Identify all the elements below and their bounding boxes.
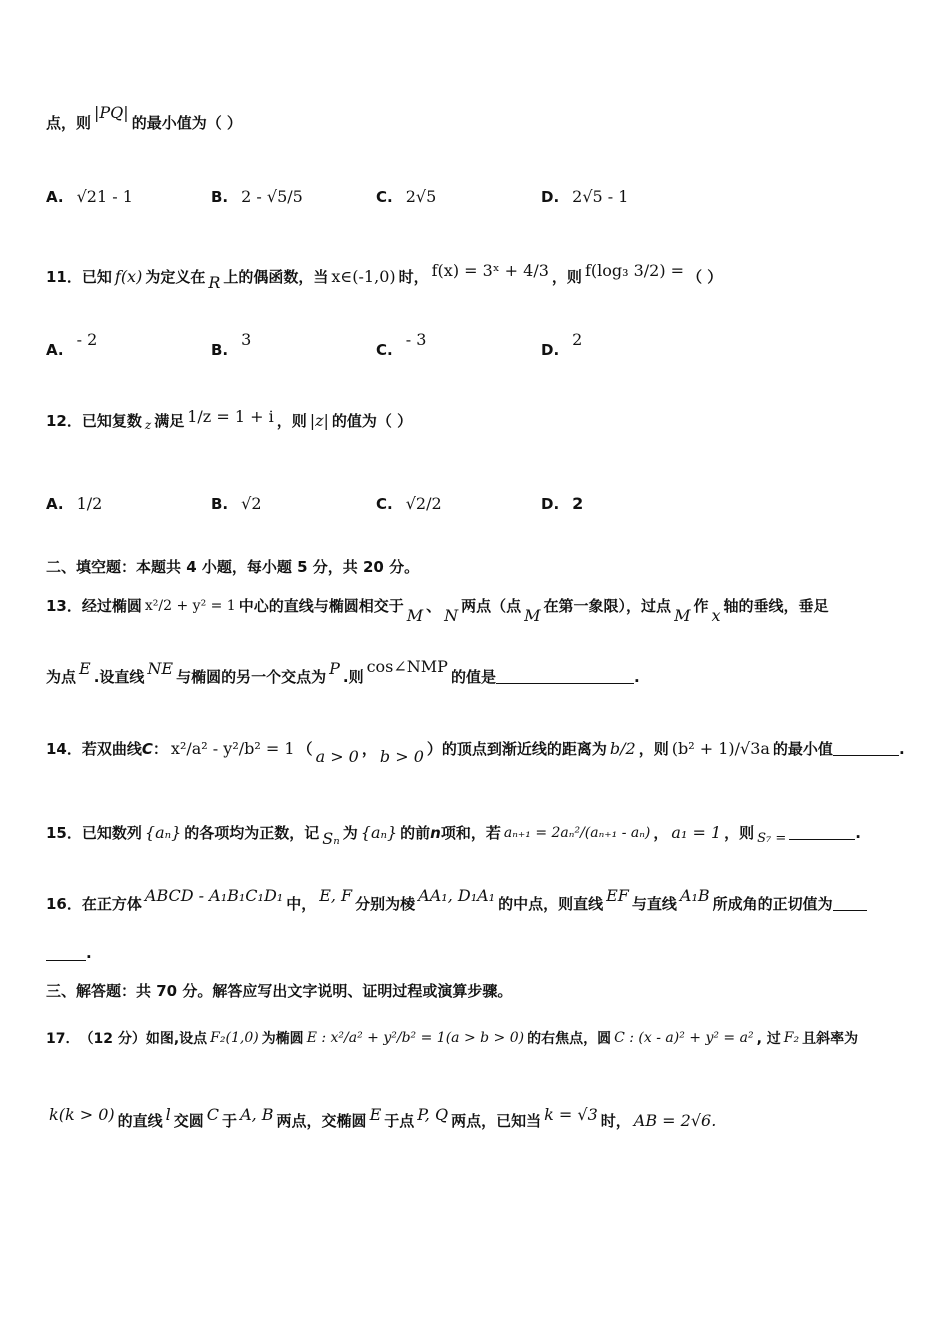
math-recurrence: aₙ₊₁ = 2aₙ²/(aₙ₊₁ - aₙ) [503,824,651,841]
q10-choices [46,165,906,215]
stem-text: ，则 [276,412,307,430]
q12-choices [46,494,906,524]
question-number: 13． [46,597,82,615]
stem-text: 两点，交椭圆 [276,1112,367,1130]
math-m: M [524,606,541,625]
stem-text: . [86,944,92,962]
stem-text: 所成角的正切值为 [712,895,833,913]
choice-value: 2√5 [405,187,437,206]
stem-text: 时， [398,268,429,286]
stem-text: 若双曲线 [81,740,142,758]
math-a-pos: a > 0 [315,747,359,766]
section-3-heading [46,980,906,1001]
stem-text: ： [152,740,168,758]
stem-text: 的各项均为正数，记 [184,824,320,842]
stem-text: 已知 [81,268,112,286]
stem-text: .则 [342,668,364,686]
stem-text: .设直线 [93,668,145,686]
math-condition: x∈(-1,0) [331,267,396,286]
choice-label: B. [211,187,229,206]
math-e: E [79,659,91,678]
math-cube: ABCD - A₁B₁C₁D₁ [144,886,284,905]
math-k-pos: k(k > 0) [49,1105,115,1124]
math-sequence: {aₙ} [144,823,182,842]
stem-text: 时， [600,1112,631,1130]
stem-text: . [855,823,861,842]
q17-stem-line1 [46,1028,906,1048]
math-ab-value: AB = 2√6. [633,1111,717,1130]
stem-text: 为定义在 [145,268,206,286]
math-c: C [141,739,153,758]
stem-text: 且斜率为 [802,1031,859,1047]
math-p: P [329,659,340,678]
q11-choice-d[interactable] [541,330,585,359]
math-n: n [430,823,441,842]
stem-text: 为点 [46,668,77,686]
stem-text: ，则 [724,824,755,842]
math-s7: S₇ = [757,831,787,846]
stem-text: . [633,667,640,686]
stem-text: 、 [426,597,442,615]
math-cos-nmp: cos∠NMP [366,657,448,676]
choice-label: B. [211,340,229,359]
stem-text: 的右焦点，圆 [527,1031,612,1047]
math-k-value: k = √3 [544,1105,598,1124]
stem-text: （ [297,740,313,758]
choice-label: D. [541,187,560,206]
stem-text: 的值是 [450,668,496,686]
choice-value: - 2 [76,330,98,349]
q10-choice-c[interactable] [376,187,439,206]
q13-stem-line2 [46,657,906,687]
math-distance: b/2 [609,739,636,758]
stem-text: 中， [286,895,317,913]
math-r: R [208,273,221,292]
choice-value: √2/2 [405,494,442,513]
stem-text: ， [653,824,669,842]
math-circle-c: C : (x - a)² + y² = a² [614,1030,754,1046]
q12-stem [46,407,906,432]
question-number: 16． [46,895,82,913]
choice-label: C. [376,187,393,206]
stem-text: ）的顶点到渐近线的距离为 [426,740,607,758]
stem-text: 于点 [384,1112,415,1130]
math-f2-point: F₂(1,0) [210,1030,259,1046]
choice-label: D. [541,494,560,513]
q17-stem-line2 [46,1105,906,1131]
stem-text: 轴的垂线，垂足 [723,597,829,615]
stem-text: 为椭圆 [261,1031,304,1047]
math-sn: Sₙ [322,829,340,848]
math-z: z [144,417,152,432]
q11-choice-c[interactable] [376,330,429,359]
math-l: l [165,1105,171,1124]
question-number: 17． [46,1031,80,1047]
stem-text: 两点（点 [461,597,522,615]
section-title: 三、解答题：共 70 分。解答应写出文字说明、证明过程或演算步骤。 [46,982,513,1000]
math-abs-z: |z| [309,411,329,430]
math-pq-points: P, Q [417,1105,449,1124]
q10-tail-text: 点，则 [46,114,92,132]
choice-label: D. [541,340,560,359]
choice-value: √21 - 1 [76,187,133,206]
choice-label: A. [46,187,64,206]
q12-choice-a[interactable] [46,494,105,513]
math-f2: F₂ [783,1030,800,1046]
choice-value: 1/2 [76,494,103,513]
stem-text: 上的偶函数，当 [223,268,329,286]
math-edges: AA₁, D₁A₁ [418,886,496,905]
q10-choice-b[interactable] [211,187,306,206]
math-b-pos: b > 0 [379,747,424,766]
stem-text: 两点，已知当 [451,1112,542,1130]
q14-stem [46,738,906,766]
stem-text: 与椭圆的另一个交点为 [176,668,327,686]
q10-pq-expr: |PQ| [94,103,129,122]
q11-stem [46,261,906,292]
math-ab-points: A, B [240,1105,274,1124]
math-ask: f(log₃ 3/2) = [584,261,685,280]
q16-stem-line1 [46,886,906,914]
stem-text: 已知复数 [81,412,142,430]
stem-text: 的最小值 [772,740,833,758]
answer-blank[interactable] [789,825,855,840]
stem-text: 中心的直线与椭圆相交于 [238,597,404,615]
choice-value: 2√5 - 1 [572,187,629,206]
question-number: 15． [46,824,82,842]
stem-text: 作 [693,597,709,615]
answer-blank[interactable] [833,896,867,911]
score-text: （12 分） [79,1031,146,1047]
math-x: x [711,606,721,625]
q10-stem [46,103,906,133]
choice-value: 2 [572,494,584,513]
answer-blank[interactable] [833,741,899,756]
stem-text: , 过 [756,1031,781,1047]
stem-text: 在第一象限），过点 [543,597,672,615]
stem-text: 的直线 [117,1112,163,1130]
stem-text: 已知数列 [81,824,142,842]
stem-text: 与直线 [631,895,677,913]
stem-text: 分别为棱 [355,895,416,913]
choice-label: C. [376,340,393,359]
stem-text: 交圆 [173,1112,204,1130]
stem-text: 的前 [400,824,431,842]
choice-value: √2 [241,494,262,513]
choice-value: 3 [241,330,252,349]
math-e: E [369,1105,382,1124]
stem-text: 项和，若 [440,824,501,842]
choice-value: 2 - √5/5 [241,187,303,206]
math-m: M [674,606,691,625]
stem-text: ，则 [551,268,582,286]
stem-text: 为 [342,824,358,842]
q15-stem [46,822,906,848]
question-number: 11． [46,268,82,286]
q10-choice-a[interactable] [46,187,136,206]
stem-text: 的值为（ ） [331,412,413,430]
q13-stem-line1 [46,595,906,625]
section-title: 二、填空题：本题共 4 小题，每小题 5 分，共 20 分。 [46,558,420,576]
choice-label: A. [46,340,64,359]
math-ellipse: x²/2 + y² = 1 [144,597,236,614]
math-ef: E, F [319,886,353,905]
choice-label: A. [46,494,64,513]
math-m: M [406,606,424,625]
stem-text: 的中点，则直线 [498,895,604,913]
stem-text: ， [361,740,377,758]
math-n: N [444,606,459,625]
stem-text: . [898,739,905,758]
q12-choice-c[interactable] [376,494,445,513]
math-ne: NE [147,659,174,678]
q11-choices [46,330,906,360]
section-2-heading [46,556,906,577]
q10-choice-d[interactable] [541,187,631,206]
math-ellipse-e: E : x²/a² + y²/b² = 1(a > b > 0) [306,1030,525,1046]
math-fx: f(x) [114,267,143,286]
choice-label: C. [376,494,393,513]
stem-text: （ ） [687,268,723,286]
q12-choice-b[interactable] [211,494,265,513]
choice-label: B. [211,494,229,513]
math-hyperbola: x²/a² - y²/b² = 1 [170,739,295,758]
question-number: 12． [46,412,82,430]
stem-text: 满足 [154,412,185,430]
stem-text: 如图,设点 [145,1031,208,1047]
answer-blank[interactable] [496,669,634,684]
stem-text: 在正方体 [81,895,142,913]
answer-blank-continued[interactable] [46,946,86,961]
q11-choice-b[interactable] [211,330,254,359]
choice-value: 2 [572,330,583,349]
math-sequence: {aₙ} [360,823,398,842]
question-number: 14． [46,740,82,758]
math-a1: a₁ = 1 [671,823,722,842]
q10-tail-text-2: 的最小值为（ ） [131,114,242,132]
q12-choice-d[interactable] [541,494,586,513]
math-equation: 1/z = 1 + i [187,407,274,426]
stem-text: ，则 [638,740,669,758]
stem-text: 于 [222,1112,238,1130]
choice-value: - 3 [405,330,427,349]
q11-choice-a[interactable] [46,330,100,359]
math-c: C [206,1105,220,1124]
math-expression: (b² + 1)/√3a [671,739,770,758]
math-definition: f(x) = 3ˣ + 4/3 [431,261,549,280]
stem-text: 经过椭圆 [81,597,142,615]
math-ef-line: EF [606,886,629,905]
math-a1b: A₁B [679,886,710,905]
q16-stem-line2 [46,944,906,962]
